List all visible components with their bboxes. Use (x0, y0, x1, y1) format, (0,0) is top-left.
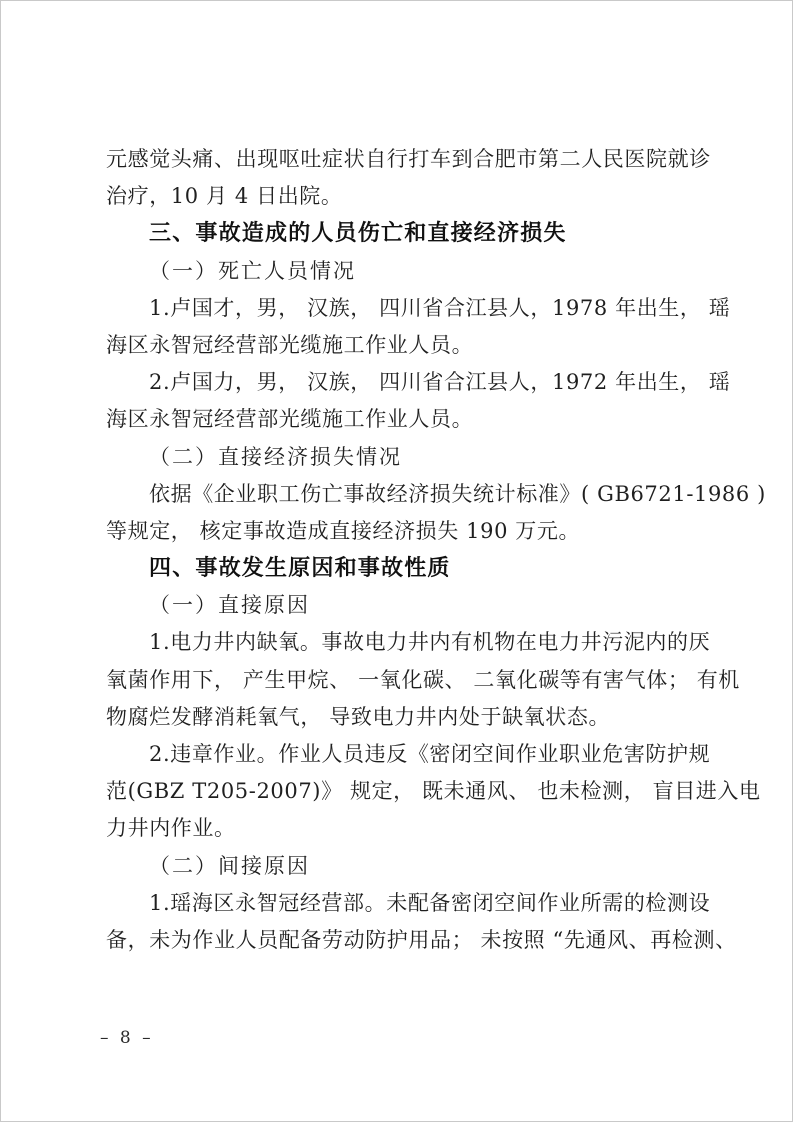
subsection-heading: （二）直接经济损失情况 (149, 444, 402, 469)
body-line: 力井内作业。 (106, 816, 236, 841)
body-line: 等规定， 核定事故造成直接经济损失 190 万元。 (106, 518, 581, 543)
body-line: 2.卢国力，男， 汉族， 四川省合江县人，1972 年出生， 瑶 (149, 370, 731, 395)
body-line: 1.瑶海区永智冠经营部。未配备密闭空间作业所需的检测设 (149, 890, 711, 915)
body-line: 2.违章作业。作业人员违反《密闭空间作业职业危害防护规 (149, 742, 711, 766)
section-heading-3: 三、事故造成的人员伤亡和直接经济损失 (149, 221, 567, 247)
body-line: 依据《企业职工伤亡事故经济损失统计标准》( GB6721-1986 ) (149, 481, 766, 506)
body-line: 物腐烂发酵消耗氧气， 导致电力井内处于缺氧状态。 (106, 704, 611, 729)
section-heading-4: 四、事故发生原因和事故性质 (149, 556, 451, 582)
subsection-heading: （一）直接原因 (149, 593, 310, 618)
body-line: 元感觉头痛、出现呕吐症状自行打车到合肥市第二人民医院就诊 (106, 147, 711, 171)
body-line: 治疗，10 月 4 日出院。 (106, 184, 343, 209)
body-line: 1.卢国才，男， 汉族， 四川省合江县人，1978 年出生， 瑶 (149, 295, 731, 320)
page-number: – 8 – (100, 1028, 154, 1048)
body-line: 海区永智冠经营部光缆施工作业人员。 (106, 407, 474, 432)
body-line: 海区永智冠经营部光缆施工作业人员。 (106, 332, 474, 357)
body-line: 1.电力井内缺氧。事故电力井内有机物在电力井污泥内的厌 (149, 630, 711, 655)
document-text-block (106, 141, 766, 959)
body-line: 氧菌作用下， 产生甲烷、 一氧化碳、 二氧化碳等有害气体； 有机 (106, 667, 740, 692)
body-line: 备，未为作业人员配备劳动防护用品； 未按照 “先通风、再检测、 (106, 927, 737, 952)
subsection-heading: （二）间接原因 (149, 853, 310, 878)
subsection-heading: （一）死亡人员情况 (149, 258, 356, 283)
body-line: 范(GBZ T205-2007)》 规定， 既未通风、 也未检测， 盲目进入电 (106, 779, 761, 804)
